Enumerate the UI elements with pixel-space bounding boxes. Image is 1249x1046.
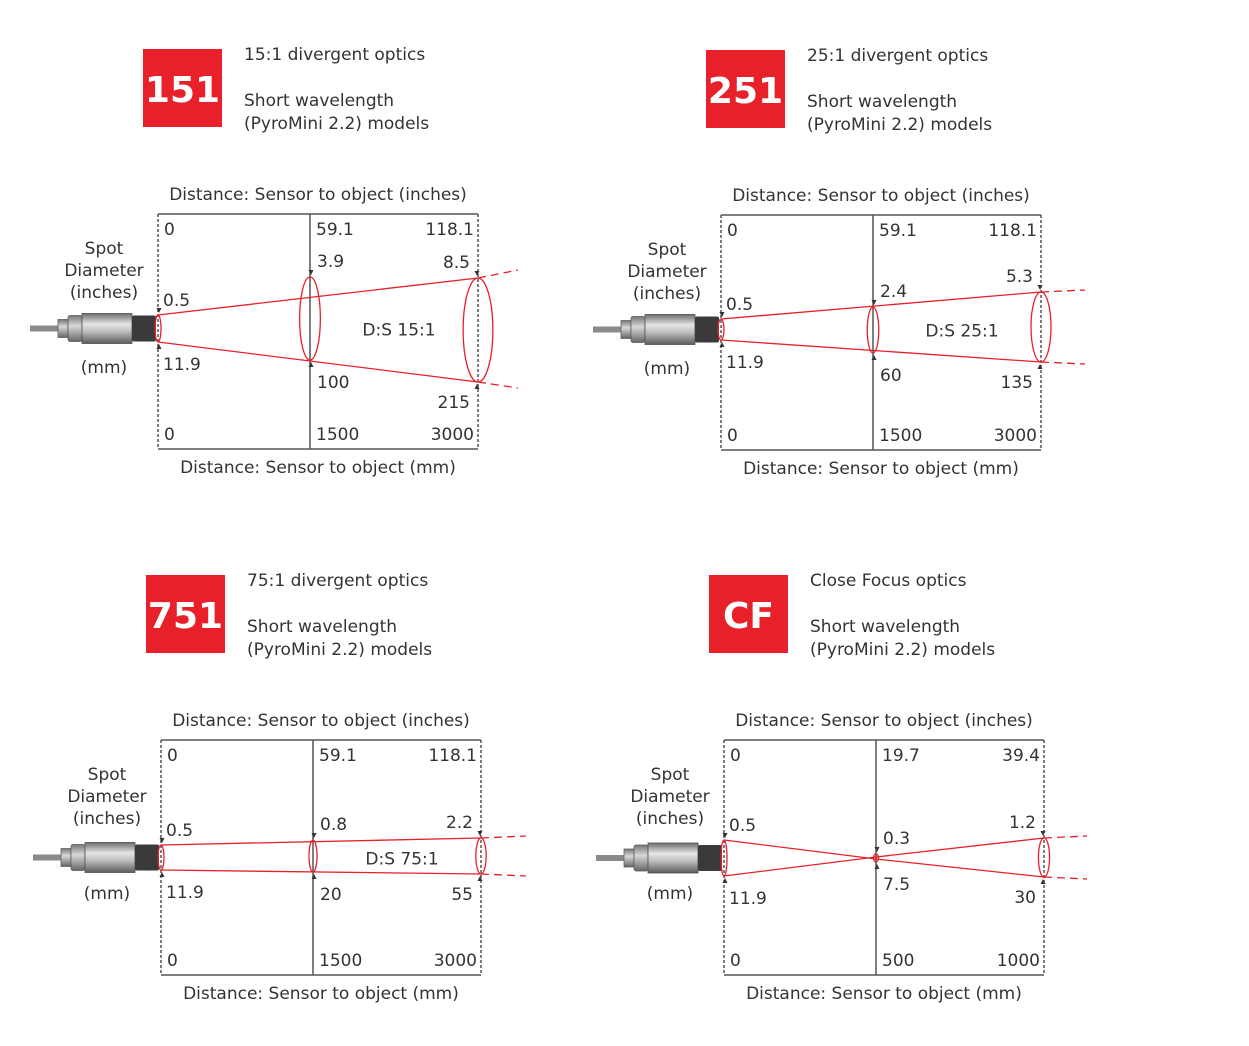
sensor-lens-cap: [698, 845, 722, 871]
spot-diameter-label-0: Spot: [650, 765, 690, 785]
spot-inches-0: 0.5: [166, 821, 194, 841]
sensor-body: [85, 843, 135, 873]
sensor-body: [648, 843, 698, 873]
spot-mm-0: 11.9: [726, 353, 764, 373]
spot-inches-2: 5.3: [1005, 267, 1033, 287]
model-badge-label: 151: [144, 70, 221, 111]
spot-inches-1: 0.8: [320, 815, 348, 835]
spot-diameter-label-1: Diameter: [64, 261, 144, 281]
bottom-axis-title: Distance: Sensor to object (mm): [746, 984, 1022, 1004]
sensor-lens-cap: [695, 317, 719, 343]
distance-inches-1: 59.1: [319, 746, 357, 766]
wavelength-line-1: Short wavelength: [247, 617, 398, 637]
sensor-cable: [593, 327, 621, 333]
sensor-connector: [631, 317, 645, 343]
distance-mm-1: 1500: [319, 951, 363, 971]
beam-edge-upper-1: [724, 840, 876, 859]
top-axis-title: Distance: Sensor to object (inches): [735, 711, 1033, 731]
mm-unit-label: (mm): [643, 359, 691, 379]
spot-mm-0: 11.9: [163, 355, 201, 375]
distance-inches-0: 0: [730, 746, 741, 766]
optics-title: 15:1 divergent optics: [244, 45, 426, 65]
spot-mm-1: 20: [320, 885, 342, 905]
distance-mm-0: 0: [730, 951, 741, 971]
spot-diameter-label-0: Spot: [84, 239, 124, 259]
sensor-nut: [624, 849, 634, 867]
sensor-nut: [621, 321, 631, 339]
wavelength-line-1: Short wavelength: [807, 92, 958, 112]
distance-inches-1: 19.7: [882, 746, 920, 766]
sensor-connector: [68, 316, 82, 342]
spot-diameter-label-1: Diameter: [630, 787, 710, 807]
top-axis-title: Distance: Sensor to object (inches): [169, 185, 467, 205]
beam-extension-upper: [1044, 836, 1087, 838]
model-badge-label: 251: [707, 71, 784, 112]
spot-inches-2: 8.5: [442, 253, 470, 273]
sensor-cable: [30, 326, 58, 332]
bottom-axis-title: Distance: Sensor to object (mm): [180, 458, 456, 478]
wavelength-line-1: Short wavelength: [810, 617, 961, 637]
beam-edge-upper: [161, 838, 481, 845]
sensor-icon: [33, 843, 159, 873]
beam-cone: [158, 836, 526, 876]
spot-mm-0: 11.9: [729, 889, 767, 909]
spot-inches-0: 0.5: [729, 816, 757, 836]
sensor-icon: [596, 843, 722, 873]
spot-mm-1: 100: [317, 373, 350, 393]
spot-mm-2: 215: [437, 393, 470, 413]
distance-mm-0: 0: [167, 951, 178, 971]
spot-mm-2: 135: [1000, 373, 1033, 393]
wavelength-line-2: (PyroMini 2.2) models: [247, 640, 433, 660]
distance-mm-2: 3000: [430, 425, 474, 445]
sensor-connector: [71, 845, 85, 871]
beam-edge-upper: [158, 278, 478, 315]
spot-diameter-label-1: Diameter: [67, 787, 147, 807]
spot-inches-0: 0.5: [726, 295, 754, 315]
ds-ratio-label: D:S 75:1: [365, 849, 439, 870]
spot-diameter-label-0: Spot: [647, 240, 687, 260]
optics-panel-751: [33, 571, 526, 1004]
model-badge-label: CF: [722, 596, 775, 637]
distance-inches-1: 59.1: [316, 220, 354, 240]
distance-inches-2: 118.1: [428, 746, 477, 766]
spot-diameter-label-2: (inches): [632, 284, 702, 304]
distance-mm-0: 0: [727, 426, 738, 446]
mm-unit-label: (mm): [646, 884, 694, 904]
model-badge-label: 751: [147, 596, 224, 637]
spot-inches-1: 2.4: [880, 282, 908, 302]
beam-edge-lower-1: [724, 857, 876, 876]
spot-mm-2: 30: [1014, 888, 1036, 908]
wavelength-line-2: (PyroMini 2.2) models: [810, 640, 996, 660]
spot-mm-0: 11.9: [166, 883, 204, 903]
distance-inches-0: 0: [727, 221, 738, 241]
mm-unit-label: (mm): [83, 884, 131, 904]
spot-inches-1: 0.3: [883, 829, 911, 849]
distance-mm-1: 1500: [879, 426, 923, 446]
sensor-body: [82, 314, 132, 344]
top-axis-title: Distance: Sensor to object (inches): [732, 186, 1030, 206]
distance-inches-0: 0: [167, 746, 178, 766]
beam-extension-lower: [1044, 877, 1087, 879]
sensor-icon: [593, 315, 719, 345]
distance-inches-0: 0: [164, 220, 175, 240]
distance-inches-2: 118.1: [988, 221, 1037, 241]
spot-mm-2: 55: [451, 885, 473, 905]
optics-panel-cf: [596, 571, 1087, 1004]
beam-extension-lower: [1041, 362, 1085, 364]
distance-mm-2: 3000: [993, 426, 1037, 446]
distance-mm-2: 3000: [433, 951, 477, 971]
wavelength-line-2: (PyroMini 2.2) models: [244, 114, 430, 134]
beam-edge-lower: [721, 340, 1041, 362]
distance-inches-1: 59.1: [879, 221, 917, 241]
mm-unit-label: (mm): [80, 358, 128, 378]
wavelength-line-1: Short wavelength: [244, 91, 395, 111]
sensor-cable: [33, 855, 61, 861]
optics-title: 25:1 divergent optics: [807, 46, 989, 66]
ds-ratio-label: D:S 15:1: [362, 320, 436, 341]
distance-mm-0: 0: [164, 425, 175, 445]
beam-extension-upper: [481, 836, 526, 838]
beam-extension-upper: [478, 270, 518, 278]
distance-inches-2: 39.4: [1002, 746, 1040, 766]
sensor-lens-cap: [135, 845, 159, 871]
spot-inches-1: 3.9: [317, 252, 345, 272]
ds-ratio-label: D:S 25:1: [925, 321, 999, 342]
spot-diameter-label-2: (inches): [69, 283, 139, 303]
bottom-axis-title: Distance: Sensor to object (mm): [183, 984, 459, 1004]
spot-diameter-label-2: (inches): [635, 809, 705, 829]
spot-diameter-label-0: Spot: [87, 765, 127, 785]
optics-panel-251: [593, 46, 1085, 479]
spot-diameter-label-1: Diameter: [627, 262, 707, 282]
spot-mm-1: 7.5: [883, 875, 911, 895]
sensor-cable: [596, 855, 624, 861]
sensor-lens-cap: [132, 316, 156, 342]
spot-inches-2: 2.2: [445, 813, 473, 833]
sensor-connector: [634, 845, 648, 871]
spot-inches-0: 0.5: [163, 291, 191, 311]
beam-extension-upper: [1041, 290, 1085, 292]
optics-panel-151: [30, 45, 518, 478]
spot-mm-1: 60: [880, 366, 902, 386]
beam-cone: [155, 270, 518, 388]
beam-extension-lower: [481, 874, 526, 876]
spot-inches-2: 1.2: [1008, 813, 1036, 833]
distance-mm-2: 1000: [996, 951, 1040, 971]
optics-title: Close Focus optics: [810, 571, 967, 591]
distance-mm-1: 500: [882, 951, 915, 971]
beam-edge-lower: [161, 870, 481, 874]
sensor-icon: [30, 314, 156, 344]
top-axis-title: Distance: Sensor to object (inches): [172, 711, 470, 731]
wavelength-line-2: (PyroMini 2.2) models: [807, 115, 993, 135]
distance-mm-1: 1500: [316, 425, 360, 445]
optics-title: 75:1 divergent optics: [247, 571, 429, 591]
sensor-nut: [61, 849, 71, 867]
spot-diameter-label-2: (inches): [72, 809, 142, 829]
beam-extension-lower: [478, 382, 518, 388]
bottom-axis-title: Distance: Sensor to object (mm): [743, 459, 1019, 479]
sensor-nut: [58, 320, 68, 338]
distance-inches-2: 118.1: [425, 220, 474, 240]
sensor-body: [645, 315, 695, 345]
